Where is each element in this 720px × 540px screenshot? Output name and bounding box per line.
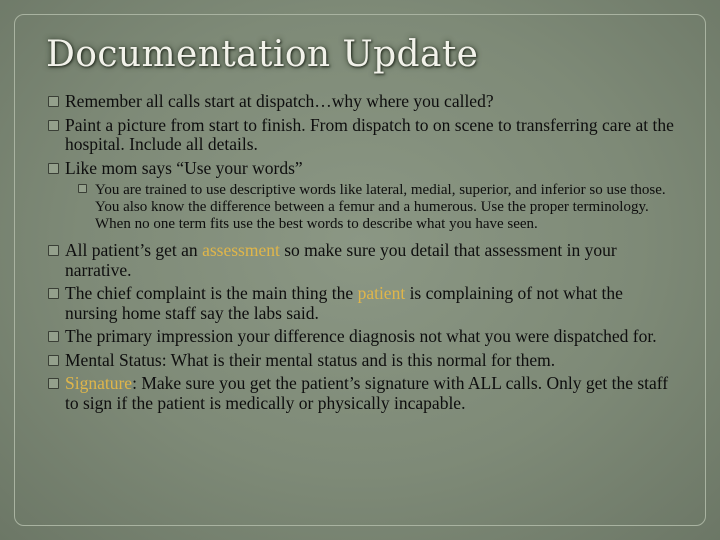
- sub-bullet-text: You are trained to use descriptive words like lateral, medial, superior, and inferior so use those. You also know the difference between a femur and a humerous. Use the proper terminology. When no one term fits use the best words to describe what you have seen.: [95, 182, 666, 232]
- bullet-text-before: All patient’s get an: [65, 240, 203, 260]
- square-bullet-icon: [48, 245, 59, 256]
- bullet-text: Like mom says “Use your words”: [65, 157, 303, 178]
- bullet-text-after: : Make sure you get the patient’s signature with ALL calls. Only get the staff to sign if the patient is medically or physically incapable.: [65, 373, 669, 413]
- square-bullet-icon: [48, 288, 59, 299]
- bullet-item-primary-impression: [48, 327, 678, 347]
- square-bullet-icon: [48, 163, 59, 174]
- bullet-item-paint-picture: [48, 116, 678, 155]
- bullet-item-dispatch: [48, 92, 678, 112]
- bullet-item-use-your-words: [48, 159, 678, 179]
- bullet-text-after: so make sure you detail that assessment in your narrative.: [65, 240, 617, 280]
- bullet-item-assessment: [48, 241, 678, 280]
- square-bullet-icon: [48, 96, 59, 107]
- slide-content: [48, 92, 678, 417]
- bullet-text: Remember all calls start at dispatch…why where you called?: [65, 91, 494, 111]
- square-bullet-icon: [48, 378, 59, 389]
- bullet-item-mental-status: [48, 351, 678, 371]
- square-bullet-icon: [48, 331, 59, 342]
- bullet-item-signature: [48, 374, 678, 413]
- bullet-text-before: The chief complaint is the main thing the: [65, 283, 358, 303]
- bullet-item-chief-complaint: [48, 284, 678, 323]
- bullet-text: The primary impression your difference diagnosis not what you were dispatched for.: [65, 326, 657, 346]
- highlighted-keyword-assessment: assessment: [202, 240, 280, 260]
- slide-title: Documentation Update: [46, 34, 479, 75]
- highlighted-keyword-signature: Signature: [65, 373, 133, 393]
- bullet-list: [48, 92, 678, 413]
- square-bullet-icon: [48, 120, 59, 131]
- bullet-text-after: is complaining of not what the nursing home staff say the labs said.: [65, 283, 623, 323]
- bullet-text: Mental Status: What is their mental status and is this normal for them.: [65, 349, 556, 370]
- sub-bullet-item-terminology: [78, 182, 678, 233]
- highlighted-keyword-patient: patient: [357, 283, 406, 303]
- square-bullet-icon: [78, 184, 87, 193]
- square-bullet-icon: [48, 355, 59, 366]
- bullet-text: Paint a picture from start to finish. From dispatch to on scene to transferring care at the hospital. Include all details.: [65, 114, 674, 154]
